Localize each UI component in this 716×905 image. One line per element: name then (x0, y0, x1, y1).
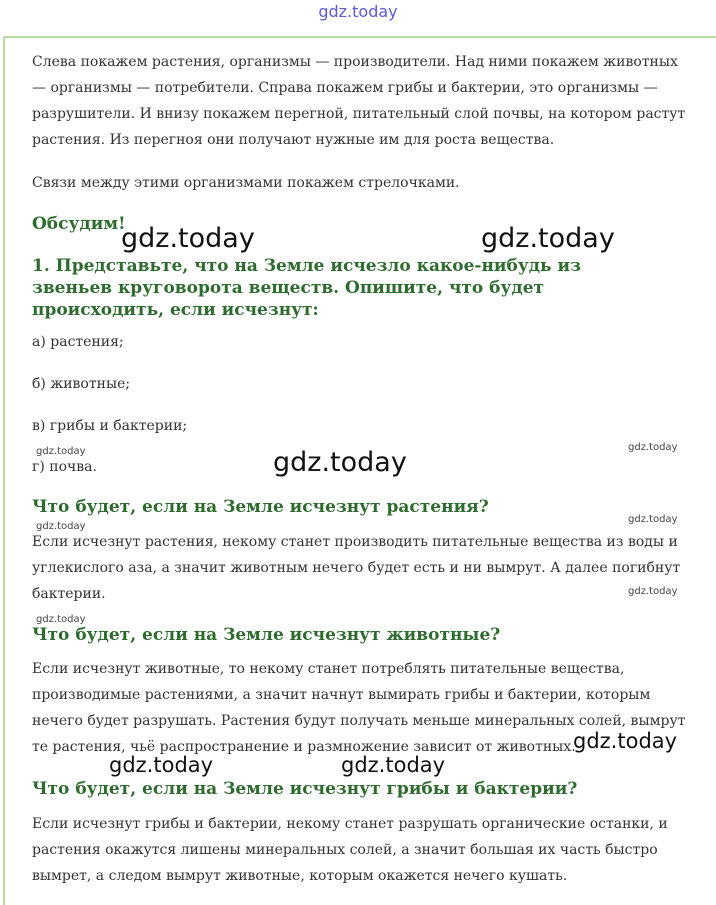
section-animals-text: Если исчезнут животные, то некому станет потреблять питательные вещества, производимые растениями, а значит начнут вымирать грибы и бактерии, которым нечего будет разрушать. Растения будут получать меньше минеральных солей, вымрут те растения, чьё распространение и размножение зависит от животных. (32, 661, 686, 755)
watermark: gdz.today (36, 446, 86, 457)
section-fungi-text: Если исчезнут грибы и бактерии, некому станет разрушать органические останки, и растения окажутся лишены минеральных солей, а значит большая их часть быстро вымрет, а следом вымрут животные, которым окажется нечего кушать. (32, 816, 668, 884)
option-d: г) почва. (32, 459, 97, 475)
option-b: б) животные; (32, 376, 131, 392)
watermark: gdz.today (36, 521, 86, 532)
watermark: gdz.today (121, 223, 255, 254)
section-plants-text: Если исчезнут растения, некому станет производить питательные вещества из воды и углекислого аза, а значит животным нечего будет есть и ни вымрут. А далее погибнут бактерии. (32, 534, 681, 602)
intro-paragraph-1: Слева покажем растения, организмы — производители. Над ними покажем животных — организмы — потребители. Справа покажем грибы и бактерии, это организмы — разрушители. И внизу покажем перегной, питательный слой почвы, на котором растут растения. Из перегноя они получают нужные им для роста вещества. (32, 54, 686, 148)
option-c: в) грибы и бактерии; (32, 418, 188, 434)
watermark: gdz.today (273, 447, 407, 478)
watermark: gdz.today (481, 223, 615, 254)
question-text: 1. Представьте, что на Земле исчезло какое-нибудь из звеньев круговорота веществ. Опишите, что будет происходить, если исчезнут: (32, 256, 581, 320)
watermark: gdz.today (36, 614, 86, 625)
section-animals-heading: Что будет, если на Земле исчезнут животные? (32, 625, 501, 645)
section-plants-heading: Что будет, если на Земле исчезнут растения? (32, 497, 489, 517)
watermark: gdz.today (628, 586, 678, 597)
watermark: gdz.today (109, 753, 214, 777)
discuss-heading: Обсудим! (32, 214, 126, 234)
intro-paragraph-2: Связи между этими организмами покажем стрелочками. (32, 175, 460, 191)
watermark: gdz.today (628, 442, 678, 453)
section-fungi-heading: Что будет, если на Земле исчезнут грибы и бактерии? (32, 779, 578, 799)
watermark: gdz.today (341, 753, 446, 777)
watermark: gdz.today (628, 514, 678, 525)
watermark: gdz.today (573, 729, 678, 753)
site-logo[interactable]: gdz.today (318, 2, 398, 21)
option-a: а) растения; (32, 334, 124, 350)
